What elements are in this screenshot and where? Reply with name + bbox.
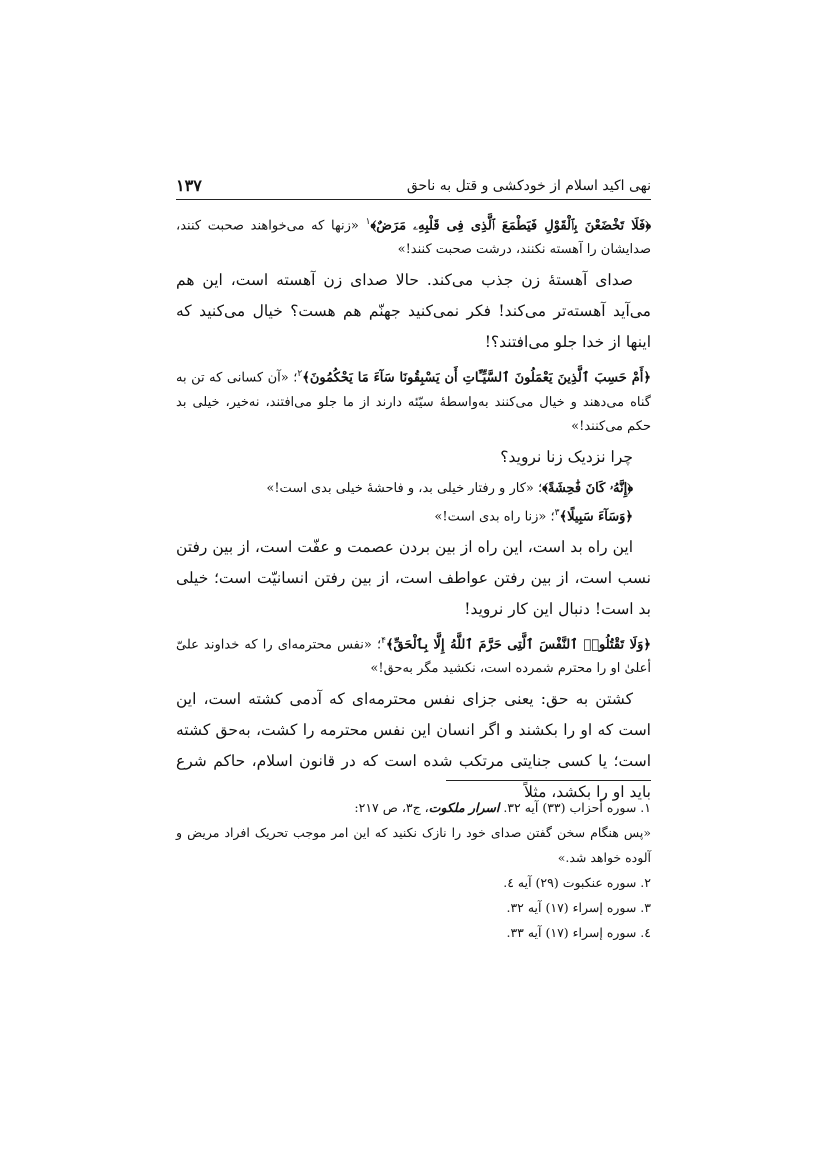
verse-translation: ؛ «زنا راه بدی است!» xyxy=(434,508,555,524)
footnote-1-quote: «پس هنگام سخن گفتن صدای خود را نازک نکنید که این امر موجب تحریک افراد مریض و آلوده خواهد شد.» xyxy=(176,825,651,865)
body-paragraph-4: کشتن به حق: یعنی جزای نفس محترمه‌ای که آدمی کشته است، این است که او را بکشند و اگر انسان این نفس محترمه را کشت، به‌حق کشته است؛ یا کسی جنایتی مرتکب شده است که در قانون اسلام، حاکم شرع باید او را بکشد، مثلاً xyxy=(176,690,651,802)
header-divider xyxy=(176,199,651,200)
footnote-ref: ۲ xyxy=(297,369,303,380)
footnote-1 xyxy=(176,795,651,820)
verse-translation: ؛ «آن کسانی که تن به گناه می‌دهند و خیال می‌کنند به‌واسطۀ سیّئه دارند از ما جلو می‌افتند، نه‌خیر، خیلی بد حکم می‌کنند!» xyxy=(176,370,651,434)
page-number: ۱۳۷ xyxy=(176,176,202,195)
verse-translation: ؛ «کار و رفتار خیلی بد، و فاحشۀ خیلی بدی است!» xyxy=(266,480,543,496)
verse-text: ﴿وَسَآءَ سَبِيلًا﴾ xyxy=(559,508,633,524)
quran-quote-2 xyxy=(176,362,651,438)
footnote-2: ۲. سوره عنکبوت (۲۹) آیه ٤. xyxy=(503,875,651,890)
footnotes xyxy=(176,795,651,945)
footnote-ref: ۳ xyxy=(554,507,560,518)
verse-translation: «زنها که می‌خواهند صحبت کنند، صدایشان را آهسته نکنند، درشت صحبت کنند!» xyxy=(176,218,651,258)
running-title: نهی اکید اسلام از خودکشی و قتل به ناحق xyxy=(406,177,651,194)
quran-quote-3 xyxy=(176,477,651,529)
verse-text: ﴿وَلَا تَقْتُلُوا۟ ٱلنَّفْسَ ٱلَّتِى حَرَّمَ ٱللَّهُ إِلَّا بِٱلْحَقِّ﴾ xyxy=(385,637,651,653)
body-paragraph-1: صدای آهستۀ زن جذب می‌کند. حالا صدای زن آهسته است، این هم می‌آید آهسته‌تر می‌کند! فکر نمی‌کنید جهنّم هم هست؟ خیال می‌کنید که اینها از خدا جلو می‌افتند؟! xyxy=(176,271,651,352)
footnote-3: ۳. سوره إسراء (۱۷) آیه ۳۲. xyxy=(506,900,651,915)
footnote-1-book-title: اسرار ملکوت xyxy=(428,800,500,815)
footnote-divider xyxy=(446,780,651,781)
footnote-1-page: ، ج۳، ص ۲۱۷: xyxy=(354,800,429,815)
footnote-ref: ۱ xyxy=(365,217,371,227)
verse-translation: ؛ «نفس محترمه‌ای را که خداوند علیّ أعلیٰ او را محترم شمرده است، نکشید مگر به‌حق!» xyxy=(176,637,651,677)
verse-text: ﴿إِنَّهُۥ كَانَ فَٰحِشَةً﴾ xyxy=(542,480,633,496)
page-header xyxy=(176,176,651,195)
main-text xyxy=(176,206,651,808)
quran-quote-1 xyxy=(176,210,651,262)
verse-text: ﴿أَمْ حَسِبَ ٱلَّذِينَ يَعْمَلُونَ ٱلسَّيِّـَٔاتِ أَن يَسْبِقُونَا سَآءَ مَا يَحْكُمُونَ﴾ xyxy=(302,370,651,386)
footnote-ref: ۴ xyxy=(381,635,386,646)
body-paragraph-3: این راه بد است، این راه از بین بردن عصمت و عفّت است، از بین رفتن نسب است، از بین رفتن عواطف است، از بین رفتن انسانیّت است؛ خیلی بد است! دنبال این کار نروید! xyxy=(176,537,651,618)
body-paragraph-2: چرا نزدیک زنا نروید؟ xyxy=(500,447,633,466)
verse-text: ﴿فَلَا تَخْضَعْنَ بِٱلْقَوْلِ فَيَطْمَعَ ٱلَّذِى فِى قَلْبِهِۦ مَرَضٌ﴾ xyxy=(370,218,652,234)
footnote-4: ٤. سوره إسراء (۱۷) آیه ۳۳. xyxy=(506,925,651,940)
quran-quote-5 xyxy=(176,629,651,681)
footnote-1-source: ۱. سوره أحزاب (۳۳) آیه ۳۲. xyxy=(499,800,651,815)
